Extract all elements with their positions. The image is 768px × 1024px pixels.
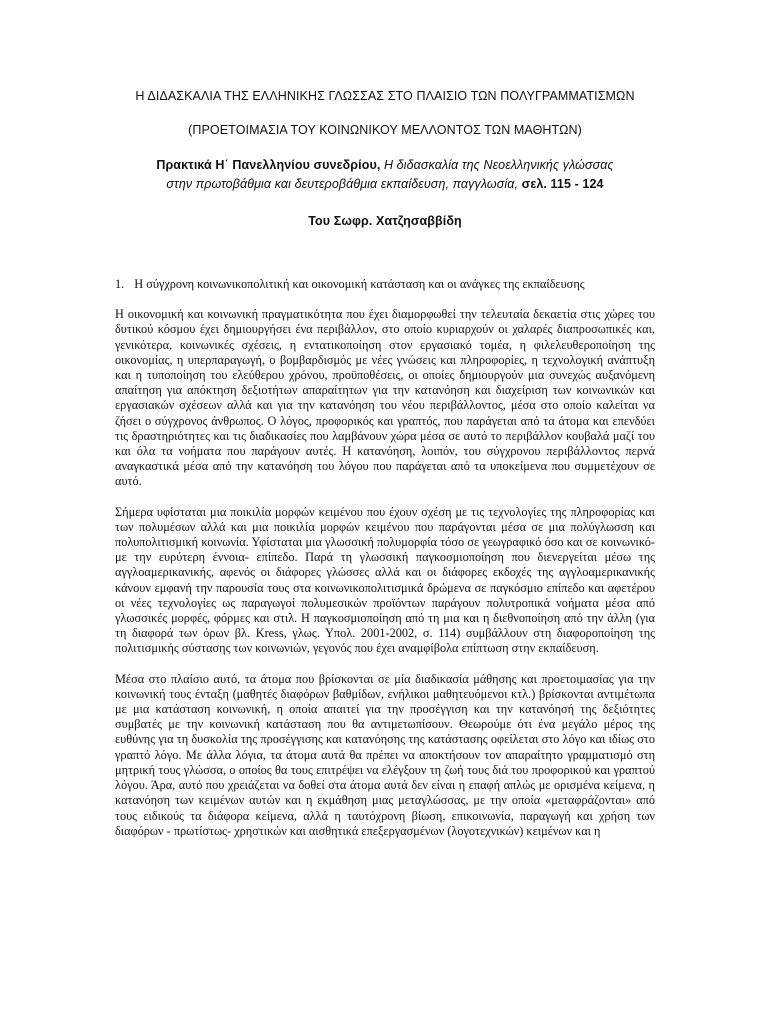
proceedings-citation <box>115 156 655 194</box>
proceedings-label: Πρακτικά Η΄ Πανελληνίου συνεδρίου, <box>156 158 381 172</box>
conference-title-line2: στην πρωτοβάθμια και δευτεροβάθμια εκπαίδευση, παγγλωσία, <box>166 177 519 191</box>
author-name: Του Σωφρ. Χατζησαββίδη <box>308 214 462 228</box>
page-range: σελ. 115 - 124 <box>518 177 604 191</box>
section-number: 1. <box>115 277 125 291</box>
paragraph-3: Μέσα στο πλαίσιο αυτό, τα άτομα που βρίσκονται σε μία διαδικασία μάθησης και προετοιμασίας για την κοινωνική τους ένταξη (μαθητές διαφόρων βαθμίδων, ενήλικοι μαθητευόμενοι κτλ.) βρίσκονται αντιμέτωπα με μια κατάσταση κοινωνική, η οποία απαιτεί για την προσέγγιση και την κατανόησή της δεξιότητες συμβατές με την κοινωνική κατάσταση που θα αντιμετωπίσουν. Θεωρούμε ότι ένα μεγάλο μέρος της ευθύνης για τη δυσκολία της προσέγγισης και κατανόησης της κατάστασης οφείλεται στο λόγο και ιδίως στο γραπτό λόγο. Με άλλα λόγια, τα άτομα αυτά θα πρέπει να αποκτήσουν τον απαραίτητο γραμματισμό στη μητρική τους γλώσσα, ο οποίος θα τους επιτρέψει να ελέγξουν τη ζωή τους διά του προφορικού και γραπτού λόγου. Άρα, αυτό που χρειάζεται να δοθεί στα άτομα αυτά δεν είναι η επαφή απλώς με ορισμένα κείμενα, η κατανόηση των κειμένων αυτών και η εκμάθηση μιας μεταγλώσσας, με την οποία «μεταφράζονται» από τους ειδικούς τα διάφορα κείμενα, αλλά η ταυτόχρονη βίωση, επικοινωνία, παραγωγή και χρήση των διαφόρων - πρωτίστως- χρηστικών και αισθητικά επεξεργασμένων (λογοτεχνικών) κειμένων και η <box>115 671 655 838</box>
paragraph-1: Η οικονομική και κοινωνική πραγματικότητα που έχει διαμορφωθεί την τελευταία δεκαετία στις χώρες του δυτικού κόσμου έχει δημιουργήσει ένα περιβάλλον, στο οποίο κυριαρχούν οι χαλαρές διαπροσωπικές και, γενικότερα, κοινωνικές σχέσεις, η εντατικοποίηση στον εργασιακό τομέα, η φιλελευθεροποίηση της οικονομίας, η υπερπαραγωγή, ο βομβαρδισμός με νέες γνώσεις και πληροφορίες, η τεχνολογική ανάπτυξη και η τυποποίηση του ελεύθερου χρόνου, προϋποθέσεις, οι οποίες δημιουργούν μια συνεχώς αυξανόμενη απαίτηση για απόκτηση δεξιοτήτων απαραίτητων για την κατανόηση και διαχείριση των κοινωνικών και εργασιακών σχέσεων αλλά και για την κατανόηση του νέου περιβάλλοντος, μέσα στο οποίο καλείται να ζήσει ο σύγχρονος άνθρωπος. Ο λόγος, προφορικός και γραπτός, που παράγεται από τα άτομα και επενδύει τις δραστηριότητες και τις διαδικασίες που λαμβάνουν χώρα μέσα σε αυτό το περιβάλλον κουβαλά μαζί του και όλα τα νοήματα που παράγουν αυτές. Η κατανόηση, λοιπόν, του σύγχρονου περιβάλλοντος περνά αναγκαστικά μέσα από την κατανόηση του λόγου που παράγεται από τα υποκείμενα που συμμετέχουν σε αυτό. <box>115 307 655 489</box>
document-title: Η ΔΙΔΑΣΚΑΛΙΑ ΤΗΣ ΕΛΛΗΝΙΚΗΣ ΓΛΩΣΣΑΣ ΣΤΟ ΠΛΑΙΣΙΟ ΤΩΝ ΠΟΛΥΓΡΑΜΜΑΤΙΣΜΩΝ <box>135 89 635 103</box>
section-heading <box>115 277 655 292</box>
conference-title-line1: Η διδασκαλία της Νεοελληνικής γλώσσας <box>380 158 614 172</box>
section-title: Η σύγχρονη κοινωνικοπολιτική και οικονομική κατάσταση και οι ανάγκες της εκπαίδευσης <box>134 277 585 291</box>
paragraph-2: Σήμερα υφίσταται μια ποικιλία μορφών κειμένου που έχουν σχέση με τις τεχνολογίες της πληροφορίας και των πολυμέσων αλλά και μια ποικιλία μορφών κειμένου που παράγονται μέσα σε μια πολύγλωσση και πολυπολιτισμική κοινωνία. Υφίσταται μια γλωσσική πολυμορφία τόσο σε γεωγραφικό όσο και σε κοινωνικό-με την ευρύτερη έννοια- επίπεδο. Παρά τη γλωσσική παγκοσμιοποίηση που διενεργείται μέσω της αγγλοαμερικανικής, αφενός οι διάφορες γλώσσες αλλά και οι διάφορες εκδοχές της αγγλοαμερικανικής κάνουν εμφανή την παρουσία τους στα κοινωνικοπολιτισμικά δρώμενα σε παγκόσμιο επίπεδο και αφετέρου οι νέες τεχνολογίες ως παραγωγοί πολυμεσικών προϊόντων παράγουν πολυτροπικά νοήματα μέσα από γλωσσικές μορφές, φόρμες και στιλ. Η παγκοσμιοποίηση από τη μια και η διεθνοποίηση από την άλλη (για τη διαφορά των όρων βλ. Kress, γλως. Υπολ. 2001-2002, σ. 114) συμβάλλουν στη διαφοροποίηση της πολιτισμικής σύστασης των κοινωνιών, γεγονός που έχει αναμφίβολα επίπτωση στην εκπαίδευση. <box>115 504 655 656</box>
document-subtitle: (ΠΡΟΕΤΟΙΜΑΣΙΑ ΤΟΥ ΚΟΙΝΩΝΙΚΟΥ ΜΕΛΛΟΝΤΟΣ ΤΩΝ ΜΑΘΗΤΩΝ) <box>188 123 582 137</box>
author-line <box>115 213 655 229</box>
